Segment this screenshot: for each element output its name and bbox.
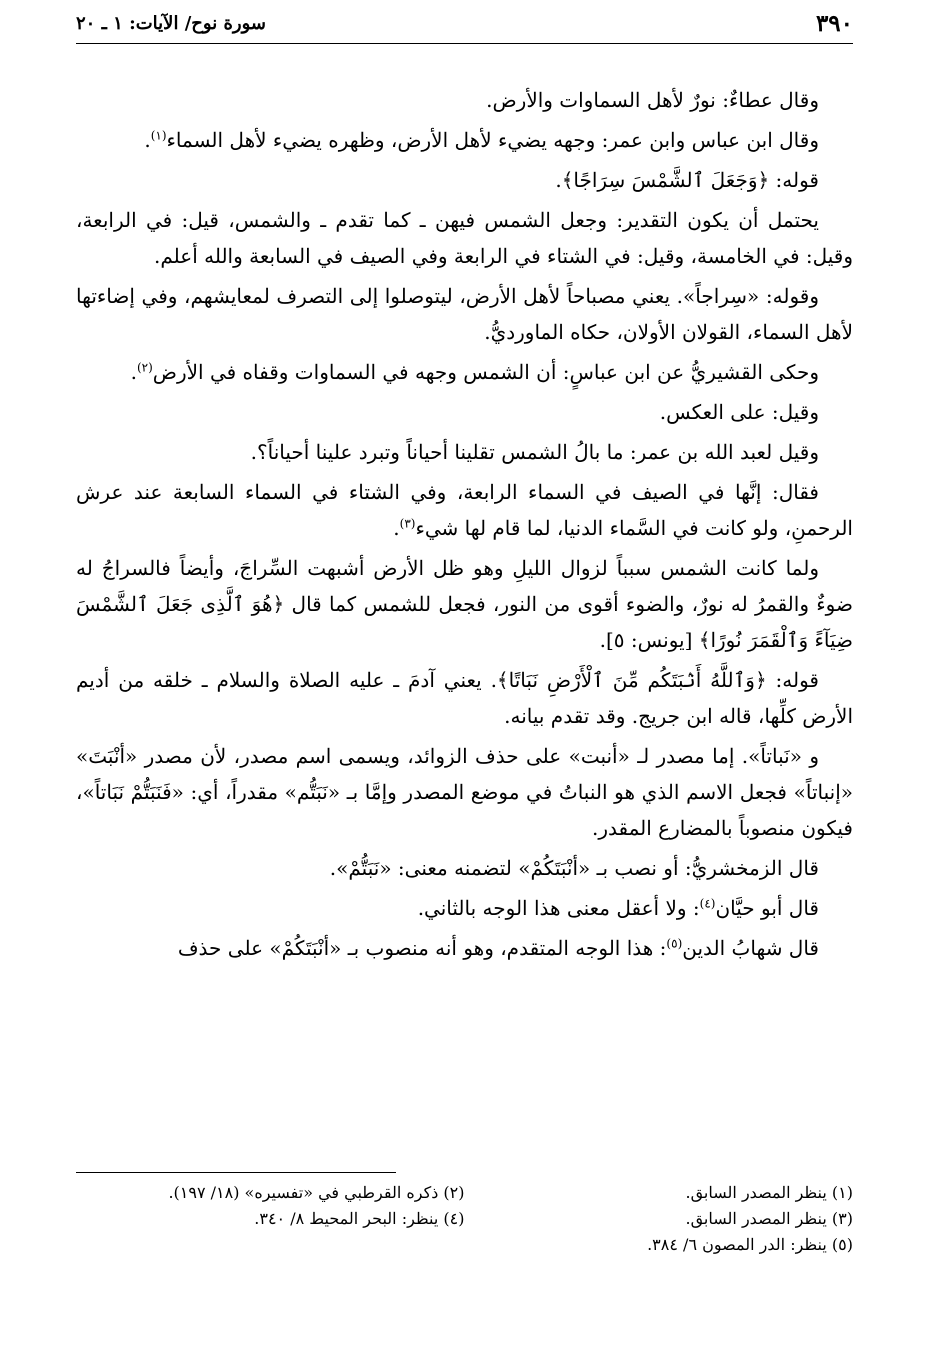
footnote: (١) ينظر المصدر السابق. <box>685 1183 853 1202</box>
footnote: (٥) ينظر: الدر المصون ٦/ ٣٨٤. <box>647 1235 853 1254</box>
footnotes <box>76 1180 853 1258</box>
footnote-row <box>76 1206 853 1232</box>
footnote: (٣) ينظر المصدر السابق. <box>685 1209 853 1228</box>
paragraph: وقوله: «سِراجاً». يعني مصباحاً لأهل الأرض، ليتوصلوا إلى التصرف لمعايشهم، وفي إضاءتها لأهل السماء، القولان الأولان، حكاه الماورديُّ. <box>76 284 853 344</box>
page-number: ٣٩٠ <box>815 10 853 37</box>
paragraph: وقيل لعبد الله بن عمر: ما بالُ الشمس تقلينا أحياناً وتبرد علينا أحياناً؟. <box>250 440 819 464</box>
footnote <box>76 1232 465 1258</box>
paragraph: قال أبو حيَّان$^{(٤)}$: ولا أعقل معنى هذا الوجه بالثاني. <box>417 896 819 920</box>
page-header <box>76 10 853 38</box>
paragraph: قوله: ﴿وَٱللَّهُ أَنۢبَتَكُم مِّنَ ٱلْأَرْضِ نَبَاتًا﴾. يعني آدمَ ـ عليه الصلاة والسلام ـ خلقه من أديم الأرض كلِّها، قاله ابن جريج. وقد تقدم بيانه. <box>76 668 853 728</box>
footnote-row <box>76 1232 853 1258</box>
paragraph: و «نَباتاً». إما مصدر لـ «أنبت» على حذف الزوائد، ويسمى اسم مصدر، لأن مصدر «أنْبَتَ» «إنباتاً» فجعل الاسم الذي هو النباتُ في موضع المصدر وإمَّا بـ «نَبَتُّم» مقدراً، أي: «فَنَبَتُّمْ نَبَاتاً»، فيكون منصوباً بالمضارع المقدر. <box>76 744 853 840</box>
footnote-marker: (٤) <box>699 896 716 911</box>
paragraph: وحكى القشيريُّ عن ابن عباسٍ: أن الشمس وجهه في السماوات وقفاه في الأرض$^{(٢)}$. <box>130 360 819 384</box>
footnote: (٢) ذكره القرطبي في «تفسيره» (١٨/ ١٩٧). <box>168 1183 465 1202</box>
paragraph: قال شهابُ الدين$^{(٥)}$: هذا الوجه المتقدم، وهو أنه منصوب بـ «أنْبَتَكُمْ» على حذف <box>177 936 819 960</box>
paragraph: وقال ابن عباس وابن عمر: وجهه يضيء لأهل الأرض، وظهره يضيء لأهل السماء$^{(١)}$. <box>144 128 819 152</box>
footnote-marker: (١) <box>150 128 167 143</box>
footnote: (٤) ينظر: البحر المحيط ٨/ ٣٤٠. <box>254 1209 465 1228</box>
section-title: سورة نوح/ الآيات: ١ ـ ٢٠ <box>76 13 266 34</box>
paragraph: يحتمل أن يكون التقدير: وجعل الشمس فيهن ـ كما تقدم ـ والشمس، قيل: في الرابعة، وقيل: في الخامسة، وقيل: في الشتاء في الرابعة وفي الصيف في السابعة والله أعلم. <box>76 208 853 268</box>
paragraph: قوله: ﴿وَجَعَلَ ٱلشَّمْسَ سِرَاجًا﴾. <box>555 168 819 192</box>
paragraph: وقال عطاءٌ: نورٌ لأهل السماوات والأرض. <box>486 88 819 112</box>
footnote-rule <box>76 1172 396 1173</box>
paragraph: وقيل: على العكس. <box>659 400 819 424</box>
footnote-marker: (٣) <box>399 516 416 531</box>
paragraph: ولما كانت الشمس سبباً لزوال الليلِ وهو ظل الأرض أشبهت السِّراجَ، وأيضاً فالسراجُ له ضوءٌ والقمرُ له نورٌ، والضوء أقوى من النور، فجعل للشمس كما قال ﴿هُوَ ٱلَّذِى جَعَلَ ٱلشَّمْسَ ضِيَآءً وَٱلْقَمَرَ نُورًا﴾ [يونس: ٥]. <box>76 556 853 652</box>
footnote-row <box>76 1180 853 1206</box>
paragraph: فقال: إنَّها في الصيف في السماء الرابعة، وفي الشتاء في السماء السابعة عند عرش الرحمنِ، ولو كانت في السَّماء الدنيا، لما قام لها شيء$^{(٣)}$. <box>76 480 853 540</box>
footnote-marker: (٢) <box>136 360 153 375</box>
header-rule <box>76 43 853 44</box>
main-text <box>76 82 853 970</box>
paragraph: قال الزمخشريُّ: أو نصب بـ «أنْبَتَكُمْ» لتضمنه معنى: «نَبَتُّمْ». <box>329 856 819 880</box>
footnote-marker: (٥) <box>666 936 683 951</box>
